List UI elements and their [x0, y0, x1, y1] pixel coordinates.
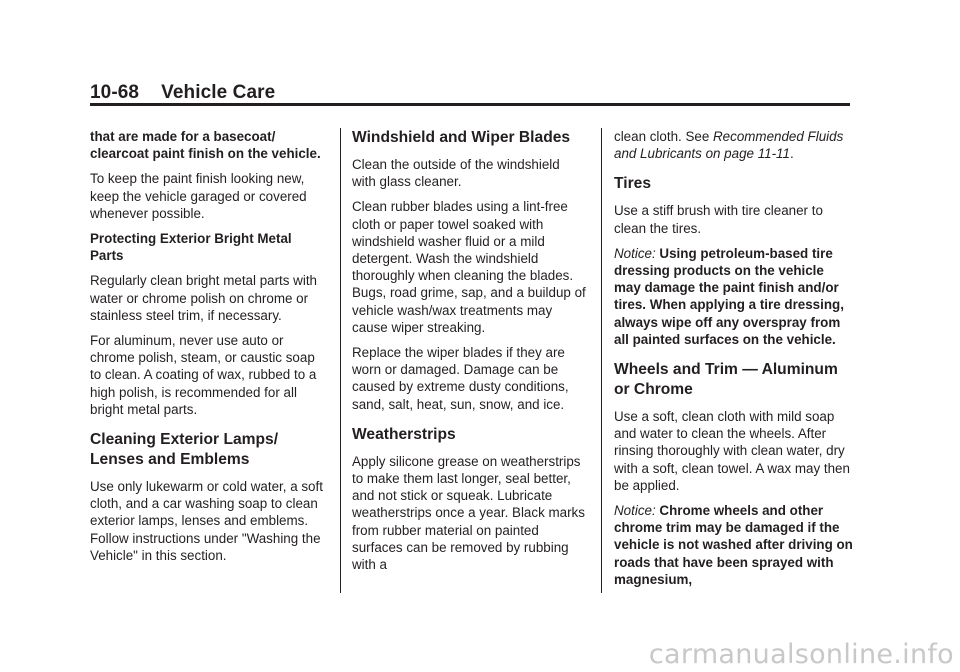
- paragraph: Clean rubber blades using a lint-free cloth or paper towel soaked with windshield washer fluid or a mild detergent. Wash the windshield thoroughly when cleaning the blades. Bugs, road grime, sap, and a buildup of vehicle wash/wax treatments may cause wiper streaking.: [352, 199, 586, 335]
- text: clean cloth. See: [614, 129, 714, 144]
- paragraph: Use only lukewarm or cold water, a soft cloth, and a car washing soap to clean exterior lamps, lenses and emblems. Follow instructions under "Washing the Vehicle" in this section.: [90, 479, 323, 563]
- paragraph: Apply silicone grease on weatherstrips to make them last longer, seal better, and not stick or squeak. Lubricate weatherstrips once a year. Black marks from rubber material on painted surfaces can be removed by rubbing with a: [352, 453, 585, 573]
- paragraph: [614, 128, 854, 162]
- paragraph: For aluminum, never use auto or chrome polish, steam, or caustic soap to clean. A coating of wax, rubbed to a high polish, is recommended for all bright metal parts.: [90, 333, 317, 417]
- heading-wheels: Wheels and Trim — Aluminum or Chrome: [614, 361, 838, 399]
- heading-weatherstrips: Weatherstrips: [352, 425, 456, 443]
- heading-cleaning-lamps: Cleaning Exterior Lamps/ Lenses and Emblems: [90, 431, 279, 469]
- text: .: [789, 146, 794, 162]
- notice-paragraph: [614, 245, 854, 348]
- column-3: [614, 128, 854, 596]
- subheading-bright-metal: Protecting Exterior Bright Metal Parts: [90, 231, 292, 264]
- page-header: [90, 82, 275, 104]
- page-number: 10-68: [90, 82, 140, 103]
- watermark: carmanualsonline.info: [648, 639, 954, 670]
- heading-windshield: Windshield and Wiper Blades: [352, 129, 571, 146]
- notice-text: Chrome wheels and other chrome trim may be damaged if the vehicle is not washed after driving on roads that have been sprayed with magnesium,: [614, 503, 853, 587]
- column-divider-1: [340, 128, 341, 593]
- column-1: [90, 128, 325, 572]
- notice-paragraph: [614, 502, 854, 588]
- paragraph: To keep the paint finish looking new, keep the vehicle garaged or covered whenever possible.: [90, 171, 307, 221]
- column-divider-2: [601, 128, 602, 593]
- paragraph: that are made for a basecoat/ clearcoat paint finish on the vehicle.: [90, 129, 321, 162]
- column-2: [352, 128, 587, 581]
- notice-label: Notice:: [614, 245, 656, 261]
- heading-tires: Tires: [614, 175, 651, 193]
- notice-label: Notice:: [614, 503, 656, 519]
- paragraph: Regularly clean bright metal parts with water or chrome polish on chrome or stainless steel trim, if necessary.: [90, 273, 318, 323]
- paragraph: Clean the outside of the windshield with glass cleaner.: [352, 157, 560, 190]
- paragraph: Replace the wiper blades if they are worn or damaged. Damage can be caused by extreme dusty conditions, sand, salt, heat, sun, snow, and ice.: [352, 345, 569, 412]
- paragraph: Use a stiff brush with tire cleaner to clean the tires.: [614, 203, 823, 236]
- section-title: Vehicle Care: [161, 82, 276, 103]
- notice-text: Using petroleum-based tire dressing products on the vehicle may damage the paint finish and/or tires. When applying a tire dressing, always wipe off any overspray from all painted surfaces on the vehicle.: [614, 245, 844, 347]
- header-rule: [90, 103, 850, 106]
- paragraph: Use a soft, clean cloth with mild soap and water to clean the wheels. After rinsing thoroughly with clean water, dry with a soft, clean towel. A wax may then be applied.: [614, 409, 850, 493]
- cross-reference-link[interactable]: Recommended Fluids and Lubricants on page 11-11: [614, 129, 844, 162]
